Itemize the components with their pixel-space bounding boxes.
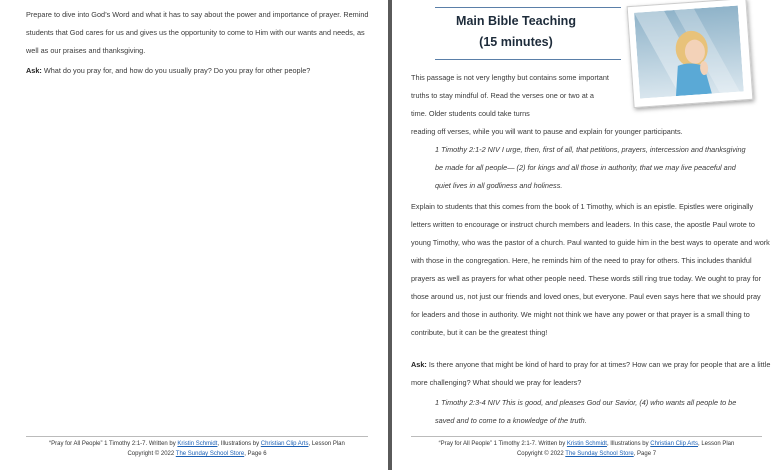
scripture-quote-2: 1 Timothy 2:3-4 NIV This is good, and pleases God our Savior, (4) who wants all people to be saved and to come to a knowledge of the truth. — [435, 398, 737, 425]
illustrator-link-right[interactable]: Christian Clip Arts — [650, 441, 698, 447]
ask-label-2: Ask: — [411, 360, 427, 369]
footer-credits — [26, 439, 368, 449]
footer-illus-pre-right: , Illustrations by — [606, 441, 651, 447]
ask-paragraph — [26, 62, 372, 80]
page-footer-right — [411, 436, 762, 459]
footer-illus-pre: , Illustrations by — [217, 441, 261, 447]
section-title: Main Bible Teaching — [456, 14, 576, 28]
illustrator-link[interactable]: Christian Clip Arts — [260, 441, 309, 447]
teaching-intro: This passage is not very lengthy but contains some important truths to stay mindful of. Read the verses one or two at a time. Older students could take turns — [411, 73, 609, 118]
teaching-intro-tail: reading off verses, while you will want to pause and explain for younger participants. — [411, 127, 683, 136]
scripture-quote-1: 1 Timothy 2:1-2 NIV I urge, then, first of all, that petitions, prayers, intercession and thanksgiving be made for all people— (2) for kings and all those in authority, that we may live peaceful and quiet lives in all godliness and holiness. — [435, 145, 746, 190]
ask-text: What do you pray for, and how do you usually pray? Do you pray for other people? — [41, 66, 311, 75]
ask-paragraph-2 — [411, 356, 771, 392]
footer-lesson-right: “Pray for All People” 1 Timothy 2:1-7. Written by — [438, 441, 567, 447]
prayer-illustration — [627, 0, 754, 108]
page-number: , Page 6 — [244, 451, 267, 457]
ask-text-2: Is there anyone that might be kind of hard to pray for at times? How can we pray for people that are a little more challenging? What should we pray for leaders? — [411, 360, 771, 387]
copyright-text-right: Copyright © 2022 — [516, 451, 566, 457]
store-link[interactable]: The Sunday School Store — [175, 451, 245, 457]
footer-copyright-right — [411, 449, 762, 459]
store-link-right[interactable]: The Sunday School Store — [565, 451, 634, 457]
page-6 — [0, 0, 388, 470]
title-top-rule — [435, 7, 621, 8]
footer-credits-right — [411, 439, 762, 449]
footer-suffix-right: , Lesson Plan — [697, 441, 735, 447]
ask-label: Ask: — [26, 66, 42, 75]
intro-paragraph: Prepare to dive into God’s Word and what it has to say about the power and importance of prayer. Remind students that God cares for us and gives us the opportunity to come to Him with our wants and needs, as well as our praises and thanksgiving. — [26, 10, 369, 55]
footer-suffix: , Lesson Plan — [308, 441, 345, 447]
praying-girl-icon — [634, 6, 744, 99]
footer-copyright — [26, 449, 368, 459]
page-number-right: , Page 7 — [633, 451, 657, 457]
author-link[interactable]: Kristin Schmidt — [177, 441, 218, 447]
explanation-paragraph: Explain to students that this comes from the book of 1 Timothy, which is an epistle. Epistles were originally letters written to encourage or instruct church members and leaders. In this case, the apostle Paul wrote to young Timothy, who was the pastor of a church. Paul wanted to guide him in the best ways to operate and work with those in the congregation. Here, he reminds him of the need to pray for others. This includes thankful prayers as well as prayers for what other people need. These words still ring true today. We ought to pray for those around us, not just our friends and loved ones, but everyone. Paul even says here that we should pray for leaders and those in authority. We might not think we have any power or that prayer is a small thing to contribute, but it can be the greatest thing! — [411, 202, 770, 337]
author-link-right[interactable]: Kristin Schmidt — [566, 441, 607, 447]
page-footer — [26, 436, 368, 459]
footer-lesson: “Pray for All People” 1 Timothy 2:1-7. Written by — [49, 441, 178, 447]
title-bottom-rule — [435, 59, 621, 60]
copyright-text: Copyright © 2022 — [127, 451, 176, 457]
section-duration: (15 minutes) — [479, 35, 553, 49]
